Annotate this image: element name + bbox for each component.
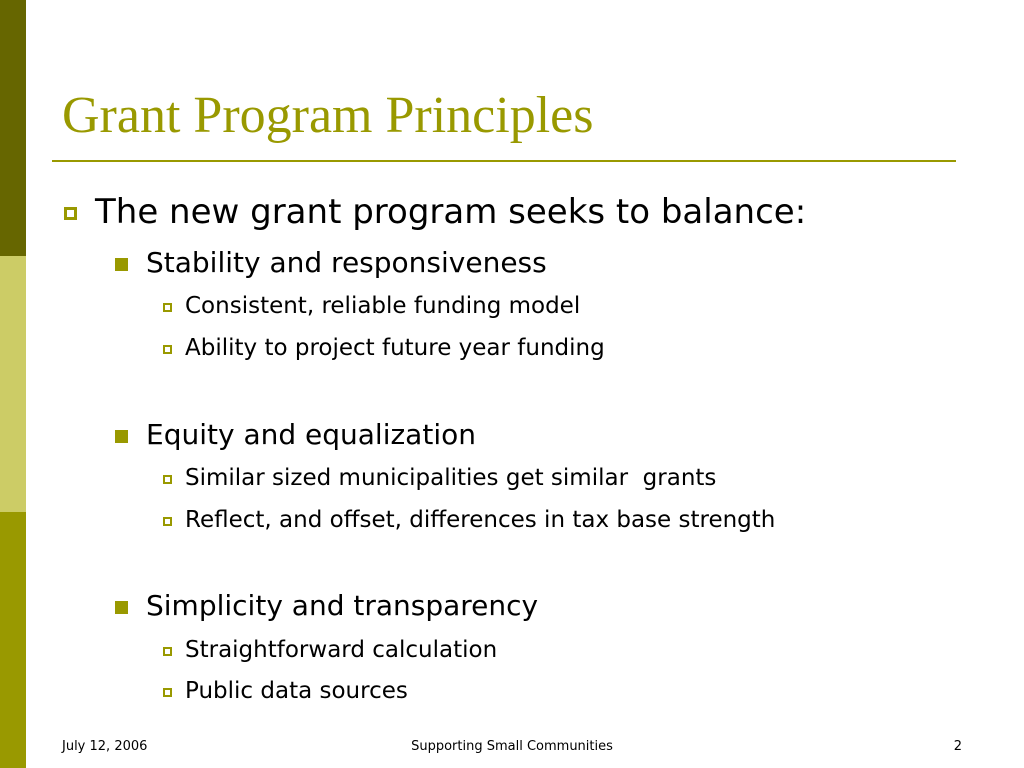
small-hollow-square-bullet-icon (163, 517, 172, 526)
sub-bullet (163, 463, 716, 493)
side-bar-olive-segment (0, 512, 26, 768)
small-hollow-square-bullet-icon (163, 345, 172, 354)
filled-square-bullet-icon (115, 601, 128, 614)
side-bar-light-segment (0, 256, 26, 512)
footer-date: July 12, 2006 (62, 739, 148, 754)
page-number: 2 (953, 739, 962, 754)
sub-bullet (163, 291, 580, 321)
section-heading-text: Stability and responsiveness (146, 246, 547, 279)
sub-bullet (163, 676, 408, 706)
sub-bullet-text: Public data sources (185, 678, 408, 704)
main-bullet (64, 189, 806, 235)
sub-bullet (163, 505, 775, 535)
sub-bullet (163, 635, 497, 665)
section-heading-stability (115, 245, 547, 281)
section-heading-text: Simplicity and transparency (146, 589, 539, 622)
small-hollow-square-bullet-icon (163, 303, 172, 312)
sub-bullet-text: Straightforward calculation (185, 637, 498, 663)
title-underline (52, 160, 956, 162)
slide-title: Grant Program Principles (62, 87, 594, 144)
sub-bullet-text: Reflect, and offset, differences in tax base strength (185, 507, 776, 533)
small-hollow-square-bullet-icon (163, 688, 172, 697)
small-hollow-square-bullet-icon (163, 647, 172, 656)
small-hollow-square-bullet-icon (163, 475, 172, 484)
hollow-square-bullet-icon (64, 207, 77, 220)
section-heading-text: Equity and equalization (146, 418, 476, 451)
main-bullet-text: The new grant program seeks to balance: (95, 192, 807, 232)
filled-square-bullet-icon (115, 258, 128, 271)
sub-bullet-text: Ability to project future year funding (185, 335, 605, 361)
footer-title: Supporting Small Communities (411, 739, 613, 754)
side-bar-dark-segment (0, 0, 26, 256)
sub-bullet-text: Similar sized municipalities get similar grants (185, 465, 717, 491)
section-heading-simplicity (115, 588, 538, 624)
sub-bullet-text: Consistent, reliable funding model (185, 293, 581, 319)
sub-bullet (163, 333, 605, 363)
section-heading-equity (115, 417, 476, 453)
filled-square-bullet-icon (115, 430, 128, 443)
